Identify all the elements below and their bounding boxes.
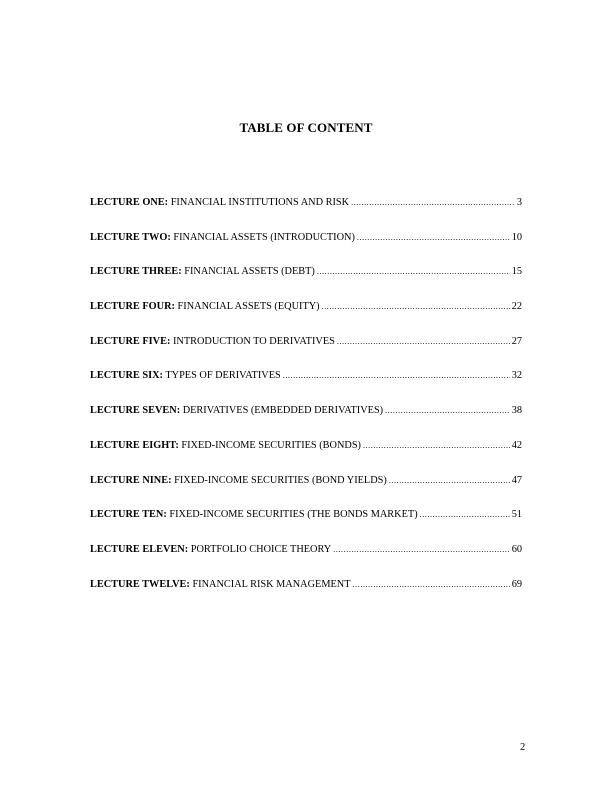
page-number: 2 [520, 742, 526, 753]
toc-page-number: 47 [511, 474, 522, 486]
toc-topic: FIXED-INCOME SECURITIES (BOND YIELDS) [174, 474, 387, 486]
toc-title: TABLE OF CONTENT [239, 120, 373, 135]
toc-label [90, 578, 351, 592]
toc-lecture-number: LECTURE TEN: [90, 509, 167, 521]
toc-label [90, 300, 320, 314]
toc-label [90, 543, 331, 557]
toc-label [90, 474, 387, 488]
toc-lecture-number: LECTURE SIX: [90, 370, 163, 382]
toc-page-number: 32 [511, 370, 522, 382]
toc-topic: INTRODUCTION TO DERIVATIVES [172, 335, 335, 347]
toc-topic: FINANCIAL RISK MANAGEMENT [192, 578, 351, 590]
toc-topic: FINANCIAL ASSETS (INTRODUCTION) [173, 231, 355, 243]
toc-page-number: 10 [511, 231, 522, 243]
toc-entry[interactable] [90, 439, 522, 474]
toc-dot-leader [337, 335, 510, 349]
toc-topic: PORTFOLIO CHOICE THEORY [190, 543, 332, 555]
toc-lecture-number: LECTURE ONE: [90, 197, 169, 208]
toc-dot-leader [283, 369, 510, 383]
toc-dot-leader [351, 196, 515, 210]
toc-label [90, 404, 383, 418]
toc-label [90, 335, 335, 349]
toc-entry[interactable] [90, 404, 522, 439]
toc-label [90, 265, 315, 279]
toc-page-number: 27 [511, 335, 522, 347]
toc-entry[interactable] [90, 369, 522, 404]
toc-page-number: 69 [511, 578, 522, 590]
toc-topic: FIXED-INCOME SECURITIES (THE BONDS MARKET) [169, 509, 418, 521]
toc-lecture-number: LECTURE ELEVEN: [90, 543, 189, 555]
toc-page-number: 42 [511, 439, 522, 451]
toc-topic: FINANCIAL ASSETS (DEBT) [184, 266, 315, 278]
toc-lecture-number: LECTURE NINE: [90, 474, 172, 486]
toc-dot-leader [385, 404, 510, 418]
toc-page-number: 22 [511, 301, 522, 313]
toc-label [90, 369, 281, 383]
toc-dot-leader [333, 543, 509, 557]
toc-lecture-number: LECTURE TWELVE: [90, 578, 190, 590]
toc-label [90, 508, 418, 522]
toc-dot-leader [322, 300, 510, 314]
toc-page-number: 15 [511, 266, 522, 278]
toc-topic: FINANCIAL ASSETS (EQUITY) [177, 301, 320, 313]
toc-dot-leader [363, 439, 510, 453]
toc-label [90, 439, 361, 453]
toc-label [90, 196, 349, 210]
toc-page-number: 51 [511, 509, 522, 521]
toc-dot-leader [353, 578, 510, 592]
toc-entry[interactable] [90, 265, 522, 300]
toc-topic: FINANCIAL INSTITUTIONS AND RISK [170, 197, 350, 208]
toc-topic: DERIVATIVES (EMBEDDED DERIVATIVES) [182, 405, 384, 417]
toc-lecture-number: LECTURE SEVEN: [90, 405, 181, 417]
toc-dot-leader [389, 474, 510, 488]
toc-page-number: 3 [516, 197, 522, 208]
toc-lecture-number: LECTURE FOUR: [90, 301, 175, 313]
toc-entry[interactable] [90, 508, 522, 543]
toc-list [90, 196, 522, 612]
toc-lecture-number: LECTURE FIVE: [90, 335, 171, 347]
toc-entry[interactable] [90, 335, 522, 370]
toc-entry[interactable] [90, 578, 522, 613]
toc-entry[interactable] [90, 196, 522, 231]
toc-dot-leader [357, 231, 510, 245]
toc-topic: FIXED-INCOME SECURITIES (BONDS) [181, 439, 361, 451]
toc-lecture-number: LECTURE THREE: [90, 266, 182, 278]
toc-lecture-number: LECTURE EIGHT: [90, 439, 179, 451]
toc-lecture-number: LECTURE TWO: [90, 231, 171, 243]
toc-label [90, 231, 355, 245]
toc-entry[interactable] [90, 474, 522, 509]
toc-page-number: 38 [511, 405, 522, 417]
toc-page-number: 60 [511, 543, 522, 555]
toc-dot-leader [420, 508, 510, 522]
toc-entry[interactable] [90, 231, 522, 266]
toc-topic: TYPES OF DERIVATIVES [165, 370, 281, 382]
toc-dot-leader [317, 265, 510, 279]
toc-entry[interactable] [90, 543, 522, 578]
toc-entry[interactable] [90, 300, 522, 335]
